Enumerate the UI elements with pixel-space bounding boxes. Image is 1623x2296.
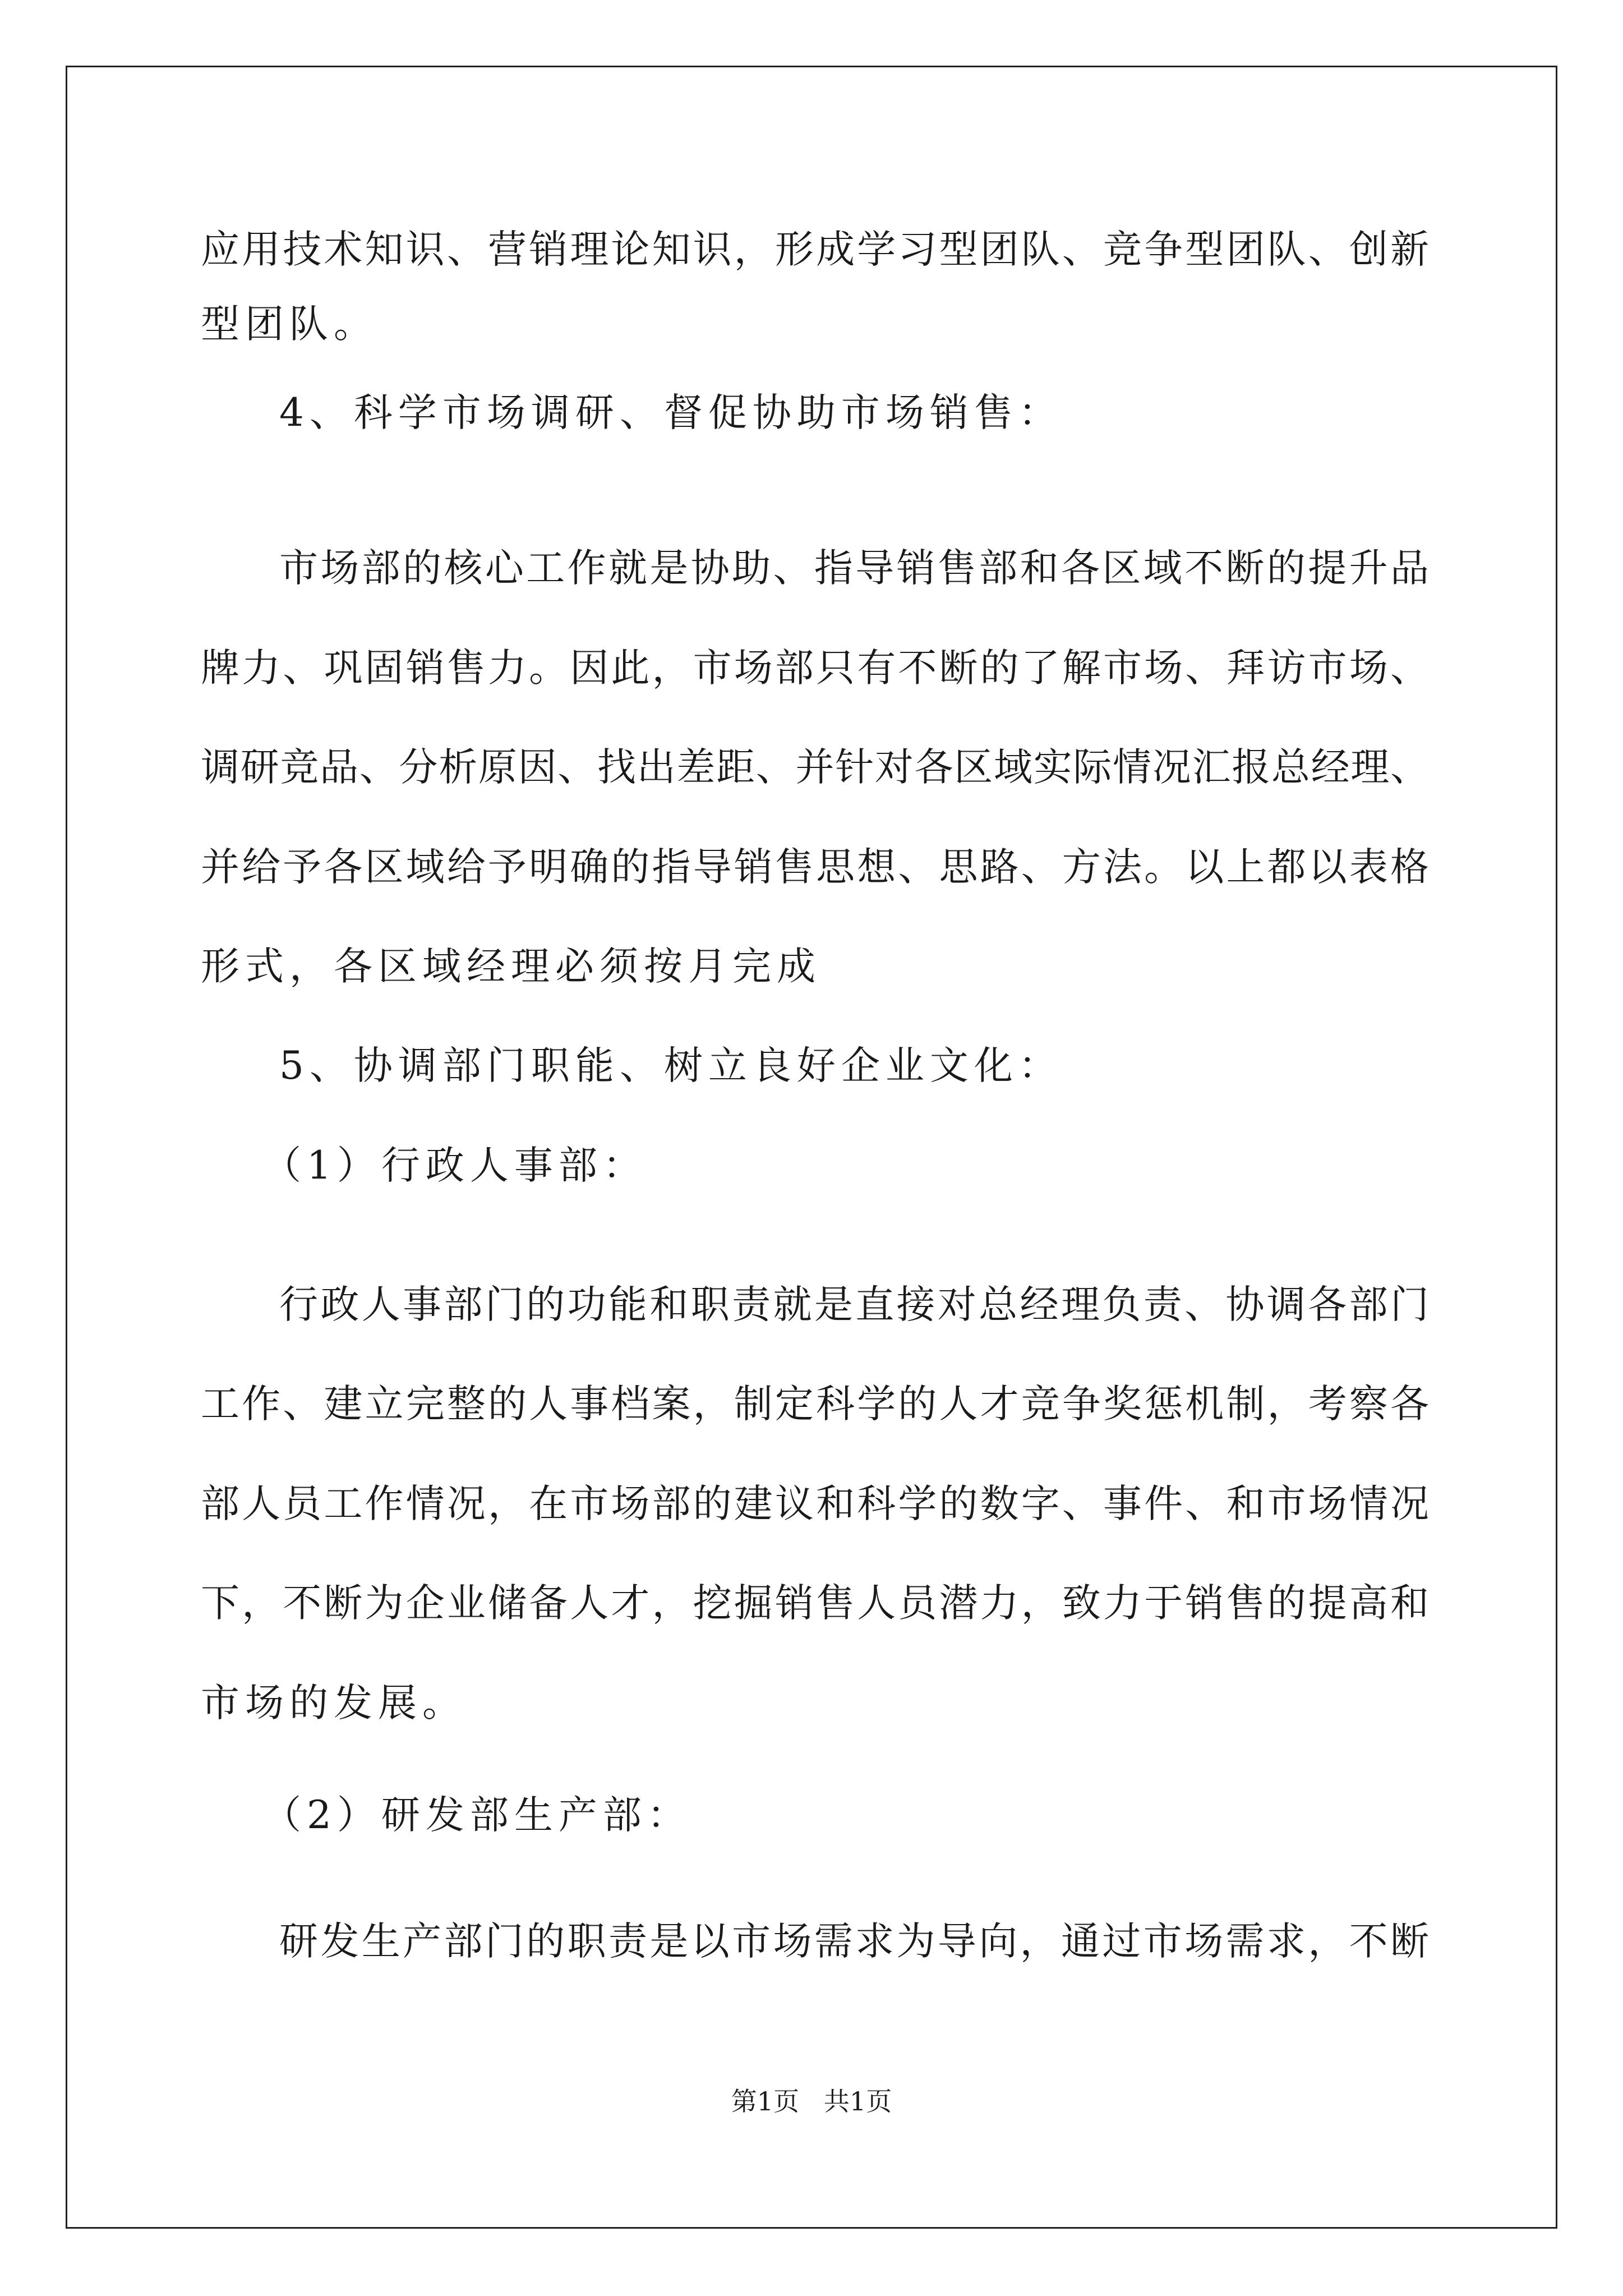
body-text-line: 下，不断为企业储备人才，挖掘销售人员潜力，致力于销售的提高和 <box>201 1581 1429 1626</box>
subsection-heading: （1）行政人事部： <box>262 1143 647 1188</box>
body-text-line: 并给予各区域给予明确的指导销售思想、思路、方法。以上都以表格 <box>201 845 1429 890</box>
body-text-line: 调研竞品、分析原因、找出差距、并针对各区域实际情况汇报总经理、 <box>201 745 1429 790</box>
body-text-line: 应用技术知识、营销理论知识，形成学习型团队、竞争型团队、创新 <box>201 227 1429 272</box>
body-text-line: 工作、建立完整的人事档案，制定科学的人才竞争奖惩机制，考察各 <box>201 1382 1429 1427</box>
body-text-line: 形式，各区域经理必须按月完成 <box>201 944 821 989</box>
body-text-line: 研发生产部门的职责是以市场需求为导向，通过市场需求，不断 <box>279 1919 1429 1964</box>
body-text-line: 牌力、巩固销售力。因此，市场部只有不断的了解市场、拜访市场、 <box>201 646 1429 691</box>
subsection-heading: （2）研发部生产部： <box>262 1793 691 1838</box>
body-text-line: 型团队。 <box>201 302 378 347</box>
section-heading: 4、科学市场调研、督促协助市场销售： <box>279 390 1063 435</box>
body-text-line: 部人员工作情况，在市场部的建议和科学的数字、事件、和市场情况 <box>201 1481 1429 1526</box>
page-footer: 第1页 共1页 <box>731 2086 892 2116</box>
body-text-line: 市场部的核心工作就是协助、指导销售部和各区域不断的提升品 <box>279 546 1429 591</box>
body-text-line: 行政人事部门的功能和职责就是直接对总经理负责、协调各部门 <box>279 1282 1429 1327</box>
body-text-line: 市场的发展。 <box>201 1681 467 1726</box>
section-heading: 5、协调部门职能、树立良好企业文化： <box>279 1043 1063 1088</box>
